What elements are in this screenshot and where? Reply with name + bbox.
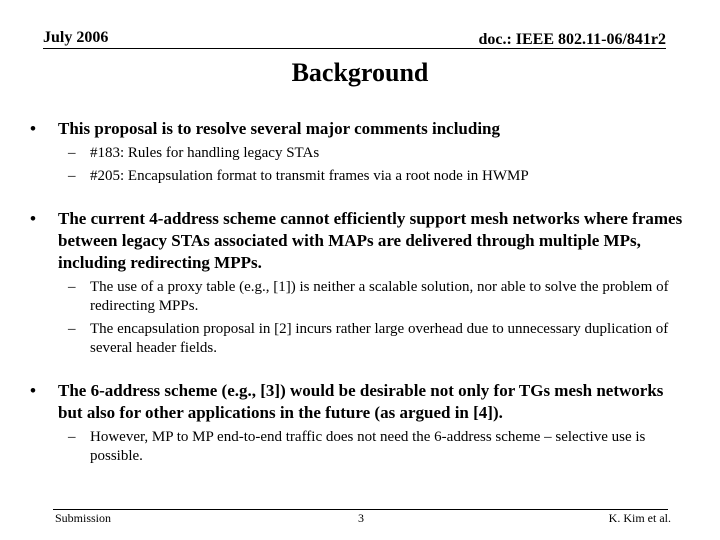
dash-icon: –	[68, 321, 76, 337]
dash-icon: –	[68, 168, 76, 184]
slide-body	[30, 118, 690, 466]
slide-title: Background	[291, 58, 429, 87]
sub-bullet	[30, 144, 690, 163]
sub-bullet	[30, 167, 690, 186]
dash-icon: –	[68, 145, 76, 161]
bullet-1	[30, 118, 690, 140]
footer-author: K. Kim et al.	[608, 511, 671, 525]
bullet-3	[30, 380, 690, 424]
bullet-text: This proposal is to resolve several major comments including	[58, 119, 500, 138]
sub-bullet	[30, 278, 690, 316]
sub-bullet-text: However, MP to MP end-to-end traffic does not need the 6-address scheme – selective use is possible.	[90, 429, 646, 464]
header-rule	[43, 48, 666, 49]
bullet-dot-icon: •	[30, 209, 36, 228]
dash-icon: –	[68, 429, 76, 445]
bullet-dot-icon: •	[30, 381, 36, 400]
bullet-text: The 6-address scheme (e.g., [3]) would be desirable not only for TGs mesh networks but also for other applications in the future (as argued in [4]).	[58, 381, 664, 422]
footer-page-number: 3	[358, 511, 364, 525]
bullet-2	[30, 208, 690, 274]
footer-rule	[53, 509, 668, 510]
sub-bullet-text: The encapsulation proposal in [2] incurs rather large overhead due to unnecessary duplication of several header fields.	[90, 321, 669, 356]
sub-bullet-text: The use of a proxy table (e.g., [1]) is neither a scalable solution, nor able to solve the problem of redirecting MPPs.	[90, 279, 669, 314]
footer-submission: Submission	[55, 511, 112, 525]
dash-icon: –	[68, 279, 76, 295]
sub-bullet-text: #205: Encapsulation format to transmit frames via a root node in HWMP	[90, 168, 529, 184]
header-date: July 2006	[43, 29, 109, 46]
sub-bullet	[30, 428, 690, 466]
sub-bullet-text: #183: Rules for handling legacy STAs	[90, 145, 320, 161]
sub-bullet	[30, 320, 690, 358]
bullet-dot-icon: •	[30, 119, 36, 138]
bullet-text: The current 4-address scheme cannot efficiently support mesh networks where frames between legacy STAs associated with MAPs are delivered through multiple MPs, including redirecting MPPs.	[58, 209, 683, 272]
header-doc-id: doc.: IEEE 802.11-06/841r2	[478, 31, 666, 48]
